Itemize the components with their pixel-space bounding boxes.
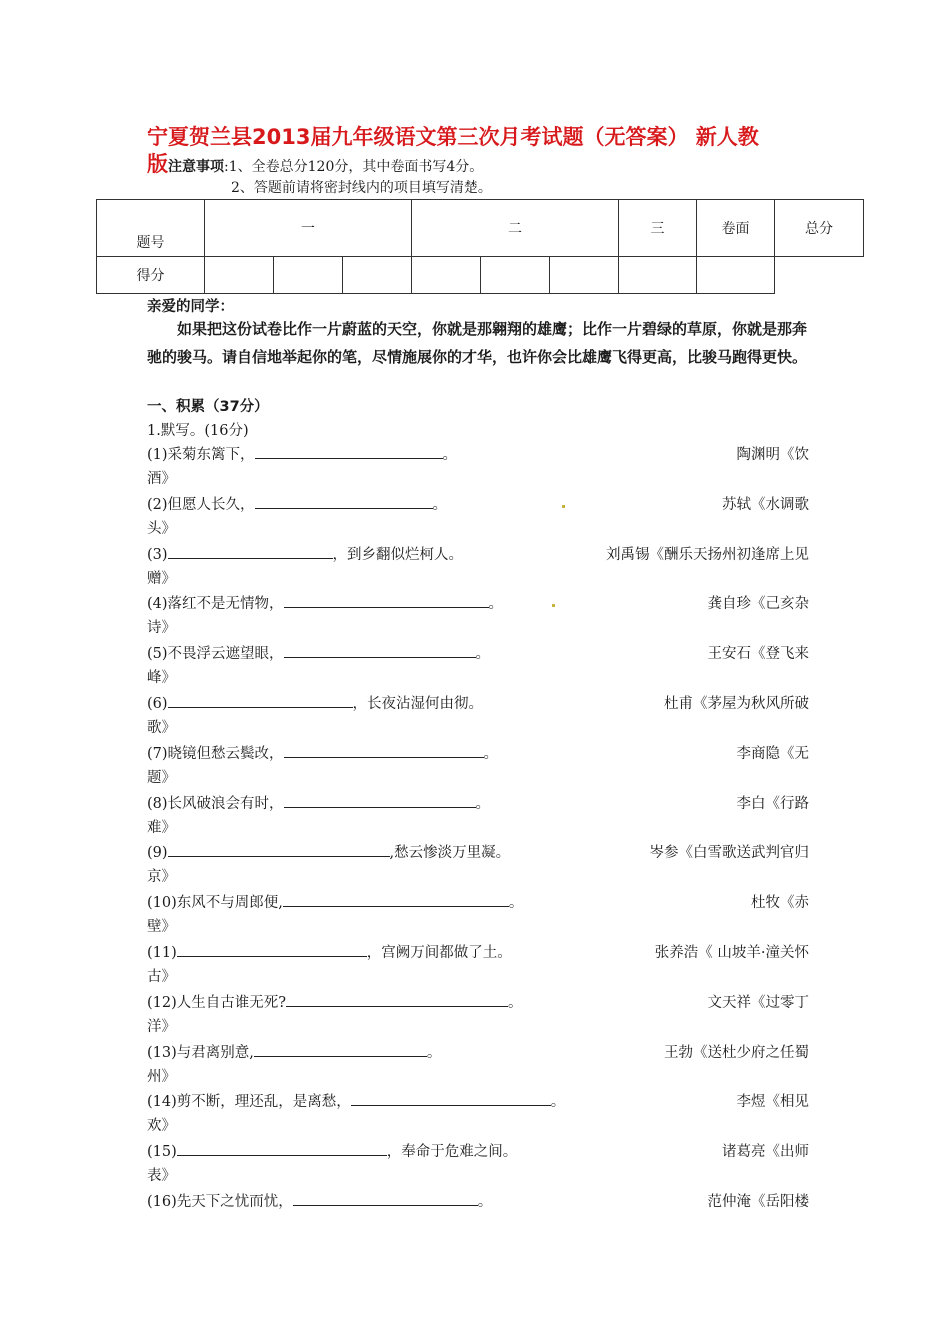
dictation-item [147, 493, 809, 541]
answer-blank[interactable] [286, 992, 508, 1007]
dictation-prompt: (10)东风不与周郎便, [147, 895, 283, 912]
dictation-line [147, 841, 510, 862]
header-part-2: 二 [412, 200, 619, 257]
dictation-suffix: 。 [475, 646, 491, 663]
dictation-suffix: ，宫阙万间都做了土。 [366, 945, 512, 961]
dictation-source: 杜甫《茅屋为秋风所破 [664, 696, 809, 712]
dictation-source-cont: 欢》 [147, 1118, 176, 1135]
dictation-prompt: (8)长风破浪会有时， [147, 795, 284, 812]
dictation-suffix: 。 [426, 1044, 442, 1061]
dictation-suffix: 。 [483, 745, 499, 762]
dictation-line [147, 792, 490, 813]
header-question-number: 题号 [97, 200, 205, 257]
dictation-source-cont: 歌》 [147, 720, 176, 736]
dictation-source-cont: 酒》 [147, 471, 176, 487]
notice-line1 [168, 159, 483, 175]
dictation-source-cont: 州》 [147, 1068, 176, 1085]
dictation-source: 文天祥《过零丁 [707, 994, 809, 1011]
dictation-source: 范仲淹《岳阳楼 [707, 1194, 809, 1210]
dictation-prompt: (13)与君离别意, [147, 1044, 254, 1061]
dictation-source: 岑参《白雪歌送武判官归 [649, 845, 809, 862]
dictation-item [147, 692, 809, 740]
dictation-source: 李商隐《无 [736, 745, 809, 762]
dictation-item [147, 1140, 809, 1188]
score-cell[interactable] [697, 257, 775, 294]
stray-dot [562, 505, 565, 508]
answer-blank[interactable] [284, 793, 476, 808]
dictation-prompt: (11) [147, 945, 177, 961]
dictation-source: 王勃《送杜少府之任蜀 [664, 1044, 809, 1061]
notice-item1: :1、全卷总分120分，其中卷面书写4分。 [224, 159, 484, 175]
answer-blank[interactable] [255, 444, 443, 459]
dictation-item [147, 742, 809, 790]
dictation-prompt: (7)晓镜但愁云鬓改， [147, 745, 284, 762]
dictation-item [147, 941, 809, 989]
dictation-suffix: 。 [442, 447, 458, 463]
dictation-item [147, 792, 809, 840]
answer-blank[interactable] [255, 494, 433, 509]
dictation-suffix: 。 [508, 994, 523, 1011]
dictation-prompt: (14)剪不断，理还乱，是离愁， [147, 1094, 351, 1111]
dictation-source-cont: 京》 [147, 869, 176, 886]
answer-blank[interactable] [177, 1141, 387, 1156]
dictation-source: 李煜《相见 [736, 1094, 809, 1111]
dictation-item [147, 891, 809, 939]
dictation-source-cont: 诗》 [147, 620, 176, 637]
dictation-prompt: (4)落红不是无情物， [147, 596, 284, 613]
dictation-line [147, 1041, 441, 1062]
greeting: 亲爱的同学： [147, 299, 234, 315]
answer-blank[interactable] [284, 743, 484, 758]
dictation-source-cont: 壁》 [147, 919, 176, 936]
dictation-prompt: (1)采菊东篱下， [147, 447, 255, 463]
score-cell[interactable] [343, 257, 412, 294]
dictation-line [147, 642, 490, 663]
dictation-suffix: ，到乡翻似烂柯人。 [332, 546, 464, 563]
dictation-source-cont: 题》 [147, 769, 176, 786]
dictation-source-cont: 难》 [147, 819, 176, 836]
score-cell[interactable] [481, 257, 550, 294]
answer-blank[interactable] [293, 1191, 478, 1206]
answer-blank[interactable] [283, 892, 509, 907]
dictation-line [147, 891, 523, 912]
dictation-source: 陶渊明《饮 [736, 447, 809, 463]
dictation-prompt: (2)但愿人长久， [147, 496, 255, 513]
score-cell[interactable] [274, 257, 343, 294]
dictation-suffix: 。 [508, 895, 524, 912]
answer-blank[interactable] [177, 942, 367, 957]
dictation-prompt: (5)不畏浮云遮望眼， [147, 646, 284, 663]
dictation-source: 王安石《登飞来 [707, 646, 809, 663]
header-handwriting: 卷面 [697, 200, 775, 257]
dictation-item [147, 543, 809, 591]
dictation-item [147, 1190, 809, 1238]
stray-dot [552, 604, 555, 607]
dictation-prompt: (6) [147, 696, 168, 712]
answer-blank[interactable] [168, 842, 390, 857]
dictation-source: 李白《行路 [736, 795, 809, 812]
dictation-source: 诸葛亮《出师 [722, 1144, 809, 1161]
score-cell-empty [775, 257, 864, 294]
dictation-prompt: (3) [147, 546, 168, 563]
question-1: 1.默写。(16分) [147, 423, 249, 439]
dictation-suffix: ,愁云惨淡万里凝。 [389, 845, 511, 862]
dictation-prompt: (9) [147, 845, 168, 862]
dictation-line [147, 941, 512, 962]
dictation-item [147, 642, 809, 690]
intro-paragraph: 如果把这份试卷比作一片蔚蓝的天空，你就是那翱翔的雄鹰；比作一片碧绿的草原，你就是那奔驰的骏马。请自信地举起你的笔，尽情施展你的才华，也许你会比雄鹰飞得更高，比骏马跑得更快。 [147, 320, 808, 366]
dictation-suffix: ，奉命于危难之间。 [386, 1144, 518, 1161]
dictation-suffix: ，长夜沾湿何由彻。 [352, 696, 484, 712]
dictation-source-cont: 头》 [147, 520, 176, 537]
dictation-suffix: 。 [488, 596, 504, 613]
dictation-item [147, 443, 809, 491]
notice-item2: 2、答题前请将密封线内的项目填写清楚。 [231, 180, 492, 196]
dictation-source: 龚自珍《己亥杂 [707, 596, 809, 613]
answer-blank[interactable] [254, 1042, 427, 1057]
dictation-source-cont: 赠》 [147, 570, 176, 587]
dictation-source-cont: 古》 [147, 969, 176, 985]
dictation-line [147, 592, 503, 613]
score-cell[interactable] [205, 257, 274, 294]
dictation-source: 刘禹锡《酬乐天扬州初逢席上见 [606, 546, 809, 563]
header-total: 总分 [775, 200, 864, 257]
dictation-line [147, 443, 457, 464]
dictation-prompt: (16)先天下之忧而忧， [147, 1194, 293, 1210]
row-score-label: 得分 [97, 257, 205, 294]
dictation-suffix: 。 [550, 1094, 566, 1111]
dictation-suffix: 。 [475, 795, 491, 812]
answer-blank[interactable] [351, 1091, 551, 1106]
score-cell[interactable] [550, 257, 619, 294]
dictation-line [147, 991, 523, 1012]
dictation-line [147, 1190, 492, 1211]
dictation-source: 苏轼《水调歌 [722, 496, 809, 513]
header-part-3: 三 [619, 200, 697, 257]
score-cell[interactable] [619, 257, 697, 294]
dictation-suffix: 。 [432, 496, 448, 513]
score-table [96, 199, 864, 294]
header-part-1: 一 [205, 200, 412, 257]
dictation-item [147, 592, 809, 640]
dictation-source-cont: 洋》 [147, 1018, 176, 1035]
notice-label: 注意事项 [168, 159, 224, 175]
dictation-item [147, 841, 809, 889]
dictation-item [147, 1090, 809, 1138]
dictation-source-cont: 表》 [147, 1168, 176, 1185]
score-cell[interactable] [412, 257, 481, 294]
dictation-item [147, 991, 809, 1039]
dictation-line [147, 543, 463, 564]
section-1-heading: 一、积累（37分） [147, 399, 269, 415]
title-line2: 版 [147, 152, 168, 176]
exam-title [147, 124, 827, 181]
dictation-line [147, 692, 483, 713]
answer-blank[interactable] [284, 593, 489, 608]
dictation-prompt: (15) [147, 1144, 177, 1161]
dictation-source: 杜牧《赤 [751, 895, 809, 912]
dictation-line [147, 1090, 565, 1111]
dictation-line [147, 493, 447, 514]
dictation-line [147, 742, 498, 763]
answer-blank[interactable] [284, 643, 476, 658]
dictation-suffix: 。 [477, 1194, 493, 1210]
dictation-prompt: (12)人生自古谁无死? [147, 994, 287, 1011]
dictation-source-cont: 峰》 [147, 670, 176, 687]
answer-blank[interactable] [168, 693, 353, 708]
dictation-item [147, 1041, 809, 1089]
answer-blank[interactable] [168, 544, 333, 559]
dictation-source: 张养浩《 山坡羊·潼关怀 [654, 945, 809, 961]
dictation-line [147, 1140, 517, 1161]
title-line1: 宁夏贺兰县2013届九年级语文第三次月考试题（无答案） 新人教 [147, 125, 759, 149]
